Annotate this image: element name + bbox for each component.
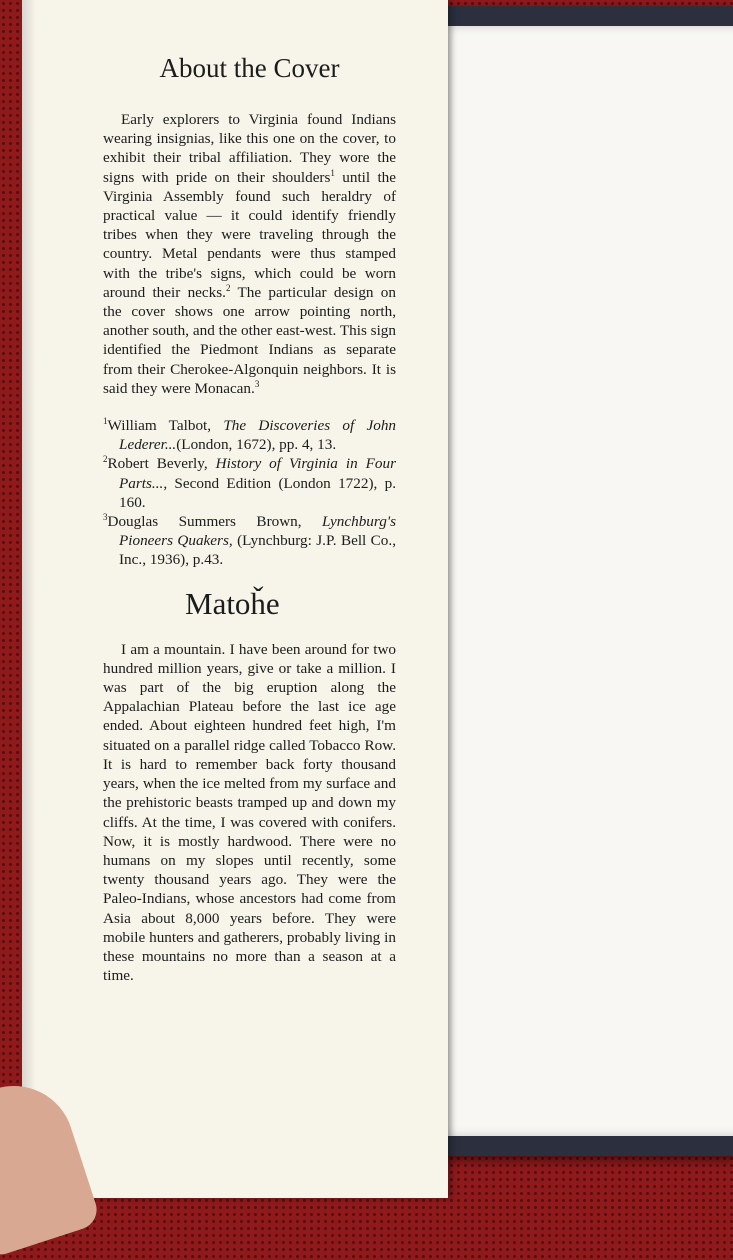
footnote-2 (103, 454, 396, 512)
footnotes (103, 416, 396, 570)
flap-text (103, 50, 396, 985)
footnote-number: 2 (103, 454, 108, 465)
footnote-details: (London, 1672), pp. 4, 13. (176, 436, 337, 454)
footnote-1 (103, 416, 396, 454)
book-page (440, 26, 733, 1136)
footnote-author: Douglas Summers Brown, (107, 513, 323, 531)
footnote-ref-1: 1 (330, 167, 335, 178)
footnote-author: Robert Beverly, (107, 455, 216, 473)
footnote-3 (103, 512, 396, 570)
footnote-work: The Discoveries of John Lederer... (119, 417, 397, 454)
footnote-author: William Talbot, (107, 417, 224, 435)
footnote-work: Lynchburg's Pioneers Quakers (119, 513, 396, 550)
about-text-part-1: Early explorers to Virginia found Indians wearing insignias, like this one on the cover, to exhibit their tribal affiliation. They wore the signs with pride on their shoulders (103, 111, 396, 186)
footnote-ref-3: 3 (254, 378, 260, 389)
about-cover-paragraph (103, 110, 396, 398)
matohe-heading: Matoȟe (185, 585, 280, 621)
matohe-paragraph: I am a mountain. I have been around for two hundred million years, give or take a million. I was part of the big eruption along the Appalachian Plateau before the last ice age ended. About eighteen hundred feet high, I'm situated on a parallel ridge called Tobacco Row. It is hard to remember back forty thousand years, when the ice melted from my surface and the prehistoric beasts tramped up and down my cliffs. At the time, I was covered with conifers. Now, it is mostly hardwood. There were no humans on my slopes until recently, some twenty thousand years ago. They were the Paleo-Indians, whose ancestors had come from Asia about 8,000 years before. They were mobile hunters and gatherers, probably living in these mountains no more than a season at a time. (103, 640, 396, 985)
flap-shadow (22, 0, 36, 1198)
footnote-number: 1 (103, 415, 108, 426)
footnote-details: , Second Edition (London 1722), p. 160. (119, 474, 396, 511)
about-text-part-2: until the Virginia Assembly found such heraldry of practical value — it could identify friendly tribes when they were traveling through the country. Metal pendants were thus stamped with the tribe's signs, which could be worn around their necks. (103, 168, 396, 301)
footnote-number: 3 (103, 512, 108, 522)
footnote-details: , (Lynchburg: J.P. Bell Co., Inc., 1936), p.43. (119, 532, 396, 569)
footnote-ref-2: 2 (225, 282, 231, 293)
about-text-part-3: The particular design on the cover shows one arrow pointing north, another south, and the other east-west. This sign identified the Piedmont Indians as separate from their Cherokee-Algonquin neighbors. It is said they were Monacan. (103, 283, 396, 397)
footnote-work: History of Virginia in Four Parts... (119, 455, 396, 492)
about-cover-heading: About the Cover (159, 53, 340, 83)
